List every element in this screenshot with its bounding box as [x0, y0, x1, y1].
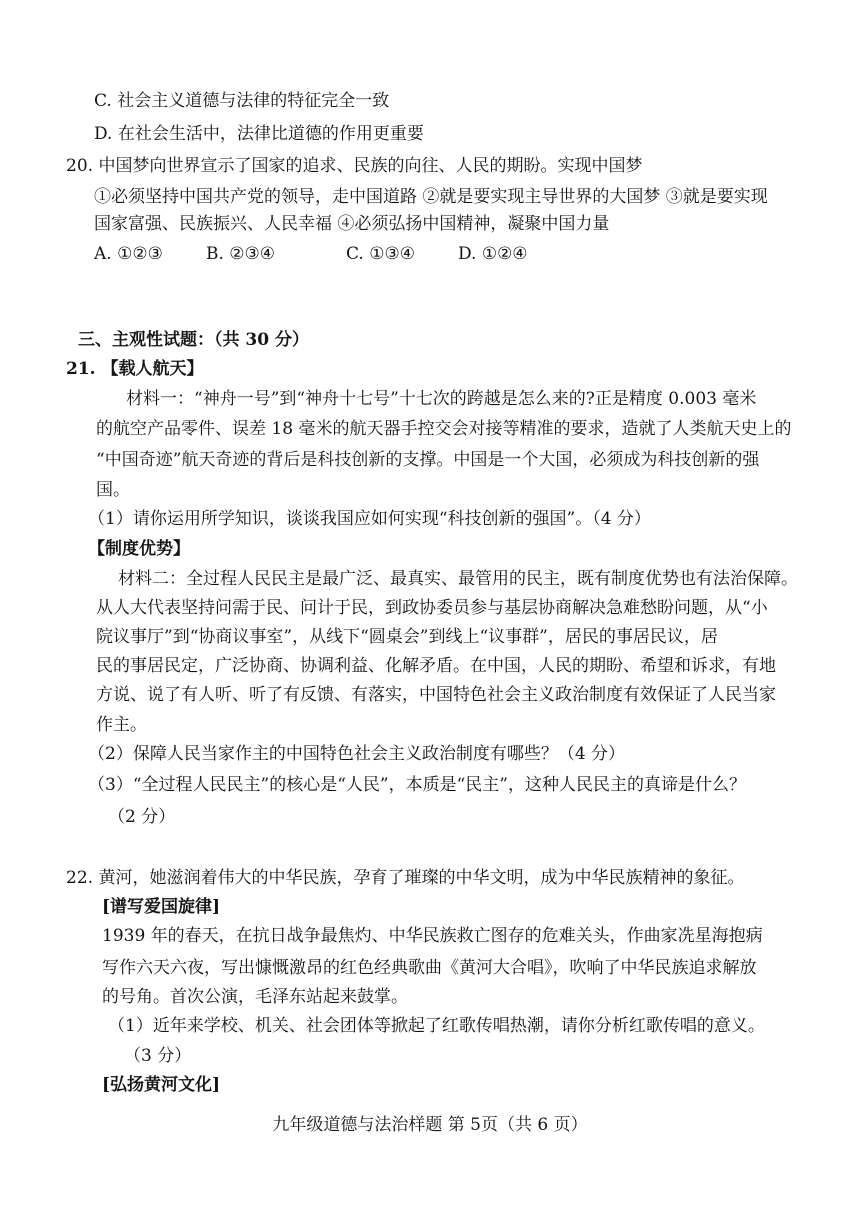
q22-subquestion-1-score: （3 分）	[124, 1046, 192, 1066]
q19-option-c: C. 社会主义道德与法律的特征完全一致	[94, 91, 390, 111]
q20-statements-line2: 国家富强、民族振兴、人民幸福 ④必须弘扬中国精神，凝聚中国力量	[94, 214, 610, 234]
q21-material2-line: 院议事厅”到“协商议事室”，从线下“圆桌会”到线上“议事群”，居民的事居民议，居	[96, 627, 718, 647]
q21-material2-line: 民的事居民定，广泛协商、协调利益、化解矛盾。在中国，人民的期盼、希望和诉求，有地	[96, 656, 776, 676]
q22-topic-yellow-river-culture: [弘扬黄河文化]	[102, 1075, 221, 1095]
q20-options	[94, 242, 528, 266]
q20-option-a: A. ①②③	[94, 244, 163, 264]
page-footer: 九年级道德与法治样题 第 5页（共 6 页）	[272, 1115, 588, 1135]
q20-stem: 20. 中国梦向世界宣示了国家的追求、民族的向往、人民的期盼。实现中国梦	[66, 156, 643, 176]
q21-material2-line: 从人大代表坚持问需于民、问计于民，到政协委员参与基层协商解决急难愁盼问题，从“小	[96, 598, 768, 618]
q21-material2-line: 材料二：全过程人民民主是最广泛、最真实、最管用的民主，既有制度优势也有法治保障。	[118, 569, 798, 589]
q21-title: 21. 【载人航天】	[66, 359, 204, 379]
q22-stem: 22. 黄河，她滋润着伟大的中华民族，孕育了璀璨的中华文明，成为中华民族精神的象征。	[66, 868, 745, 888]
q21-subquestion-2: （2）保障人民当家作主的中国特色社会主义政治制度有哪些？（4 分）	[88, 744, 626, 764]
q19-option-d: D. 在社会生活中，法律比道德的作用更重要	[94, 124, 424, 144]
q22-material-line: 1939 年的春天，在抗日战争最焦灼、中华民族救亡图存的危难关头，作曲家冼星海抱病	[102, 926, 763, 946]
q20-option-b: B. ②③④	[206, 244, 276, 264]
q21-material2-line: 作主。	[96, 715, 147, 735]
q21-topic-system-advantage: 【制度优势】	[88, 539, 190, 559]
q21-subquestion-1: （1）请你运用所学知识，谈谈我国应如何实现“科技创新的强国”。（4 分）	[88, 509, 651, 529]
q21-material1-line: 材料一：“神舟一号”到“神舟十七号”十七次的跨越是怎么来的?正是精度 0.003 毫米	[126, 389, 757, 409]
q21-material2-line: 方说、说了有人听、听了有反馈、有落实，中国特色社会主义政治制度有效保证了人民当家	[96, 685, 776, 705]
q22-material-line: 写作六天六夜，写出慷慨激昂的红色经典歌曲《黄河大合唱》，吹响了中华民族追求解放	[102, 958, 757, 978]
q21-subquestion-3: （3）“全过程人民民主”的核心是“人民”，本质是“民主”，这种人民民主的真谛是什么？	[88, 775, 746, 795]
q21-subquestion-3-score: （2 分）	[108, 807, 176, 827]
q21-material1-line: 国。	[96, 480, 130, 500]
q22-subquestion-1: （1）近年来学校、机关、社会团体等掀起了红歌传唱热潮，请你分析红歌传唱的意义。	[108, 1016, 765, 1036]
section3-heading: 三、主观性试题：（共 30 分）	[78, 330, 309, 350]
q21-material1-line: “中国奇迹”航天奇迹的背后是科技创新的支撑。中国是一个大国，必须成为科技创新的强	[96, 450, 760, 470]
q22-material-line: 的号角。首次公演，毛泽东站起来鼓掌。	[102, 987, 408, 1007]
q20-option-c: C. ①③④	[346, 244, 415, 264]
q21-material1-line: 的航空产品零件、误差 18 毫米的航天器手控交会对接等精准的要求，造就了人类航天史上的	[96, 419, 792, 439]
q20-option-d: D. ①②④	[458, 244, 528, 264]
q20-statements-line1: ①必须坚持中国共产党的领导，走中国道路 ②就是要实现主导世界的大国梦 ③就是要实现	[94, 187, 768, 207]
q22-topic-patriotic-melody: [谱写爱国旋律]	[102, 897, 221, 917]
